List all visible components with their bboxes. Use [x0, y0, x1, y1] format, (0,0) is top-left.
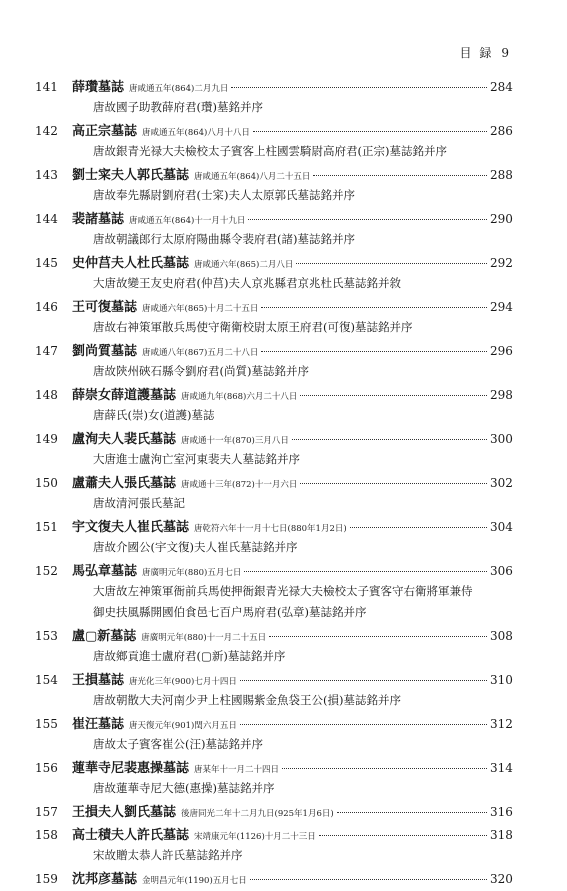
dot-leader	[300, 395, 487, 396]
entry-title: 裴諸墓誌	[72, 212, 125, 227]
toc-entry	[35, 560, 512, 622]
entry-page: 302	[490, 476, 513, 490]
toc-entry-heading	[35, 340, 512, 360]
toc-entry-heading	[35, 801, 512, 821]
toc-entry	[35, 824, 512, 865]
toc-entry-heading	[35, 625, 512, 645]
entry-title: 王損墓誌	[72, 673, 125, 688]
entry-page: 318	[490, 828, 513, 842]
entry-date: 唐廣明元年(880)十一月二十五日	[141, 633, 267, 643]
entry-full-title: 唐故清河張氏墓記	[93, 496, 185, 510]
dot-leader	[337, 812, 487, 813]
toc-entry	[35, 669, 512, 710]
entry-page: 286	[490, 124, 513, 138]
dot-leader	[292, 439, 487, 440]
toc-entry	[35, 801, 512, 821]
entry-date: 唐咸通八年(867)五月二十八日	[142, 348, 259, 358]
dot-leader	[269, 636, 487, 637]
entry-full-title: 唐故國子助教薛府君(瓚)墓銘并序	[93, 100, 263, 114]
entry-full-title: 御史扶風縣開國伯食邑七百户馬府君(弘章)墓誌銘并序	[93, 605, 367, 619]
entry-number: 158	[35, 828, 58, 842]
dot-leader	[296, 263, 487, 264]
entry-title: 高士積夫人許氏墓誌	[72, 828, 190, 843]
entry-full-title: 唐故介國公(宇文復)夫人崔氏墓誌銘并序	[93, 540, 298, 554]
dot-leader	[231, 87, 487, 88]
entry-number: 146	[35, 300, 58, 314]
entry-page: 312	[490, 717, 513, 731]
entry-full-title: 唐薛氏(崇)女(道護)墓誌	[93, 408, 215, 422]
entry-date: 唐某年十一月二十四日	[194, 765, 280, 775]
toc-entry-heading	[35, 296, 512, 316]
toc-entry-heading	[35, 384, 512, 404]
entry-number: 141	[35, 80, 58, 94]
entry-full-title: 唐故朝散大夫河南少尹上柱國賜紫金魚袋王公(損)墓誌銘并序	[93, 693, 401, 707]
entry-full-title: 唐故鄉貢進士盧府君(▢新)墓誌銘并序	[93, 649, 286, 663]
entry-page: 300	[490, 432, 513, 446]
entry-full-title: 唐故蓮華寺尼大德(惠操)墓誌銘并序	[93, 781, 275, 795]
entry-page: 306	[490, 564, 513, 578]
toc-entry-heading	[35, 428, 512, 448]
dot-leader	[300, 483, 487, 484]
dot-leader	[250, 879, 487, 880]
toc-entry	[35, 428, 512, 469]
dot-leader	[261, 351, 487, 352]
entry-number: 154	[35, 673, 58, 687]
running-head	[460, 44, 509, 61]
toc-entry-heading	[35, 516, 512, 536]
page-number: 9	[501, 46, 509, 60]
entry-page: 320	[490, 872, 513, 886]
dot-leader	[244, 571, 487, 572]
entry-page: 290	[490, 212, 513, 226]
entry-page: 298	[490, 388, 513, 402]
toc-entry	[35, 120, 512, 161]
dot-leader	[240, 724, 487, 725]
entry-title: 盧▢新墓誌	[72, 629, 137, 644]
entry-full-title: 唐故太子賓客崔公(汪)墓誌銘并序	[93, 737, 263, 751]
entry-number: 156	[35, 761, 58, 775]
toc-entry-heading	[35, 164, 512, 184]
entry-number: 153	[35, 629, 58, 643]
toc-entry	[35, 76, 512, 117]
entry-full-title: 唐故奉先縣尉劉府君(士寀)夫人太原郭氏墓誌銘并序	[93, 188, 355, 202]
entry-date: 唐光化三年(900)七月十四日	[129, 677, 237, 687]
entry-date: 唐咸通五年(864)八月十八日	[142, 128, 250, 138]
toc-entry-heading	[35, 208, 512, 228]
entry-full-title: 大唐故變王友史府君(仲莒)夫人京兆縣君京兆杜氏墓誌銘并敘	[93, 276, 401, 290]
entry-number: 143	[35, 168, 58, 182]
entry-page: 292	[490, 256, 513, 270]
entry-number: 159	[35, 872, 58, 886]
entry-page: 304	[490, 520, 513, 534]
entry-full-title: 大唐故左神策軍衙前兵馬使押衙銀青光禄大夫檢校太子賓客守右衛將軍兼侍	[93, 584, 473, 598]
entry-title: 王可復墓誌	[72, 300, 138, 315]
entry-page: 316	[490, 805, 513, 819]
dot-leader	[248, 219, 487, 220]
entry-number: 150	[35, 476, 58, 490]
table-of-contents	[35, 76, 512, 891]
entry-number: 148	[35, 388, 58, 402]
toc-entry	[35, 516, 512, 557]
entry-full-title: 宋故贈太恭人許氏墓誌銘并序	[93, 848, 243, 862]
entry-number: 149	[35, 432, 58, 446]
entry-title: 王損夫人劉氏墓誌	[72, 805, 177, 820]
entry-date: 唐天復元年(901)閏六月五日	[129, 721, 237, 731]
entry-page: 288	[490, 168, 513, 182]
entry-title: 薛崇女薛道護墓誌	[72, 388, 177, 403]
toc-entry	[35, 340, 512, 381]
toc-entry-heading	[35, 560, 512, 580]
entry-page: 310	[490, 673, 513, 687]
entry-date: 唐乾符六年十一月十七日(880年1月2日)	[194, 524, 347, 534]
entry-date: 唐咸通五年(864)十一月十九日	[129, 216, 246, 226]
entry-date: 唐咸通五年(864)八月二十五日	[194, 172, 311, 182]
entry-title: 高正宗墓誌	[72, 124, 138, 139]
entry-title: 劉士寀夫人郭氏墓誌	[72, 168, 190, 183]
entry-number: 145	[35, 256, 58, 270]
entry-title: 馬弘章墓誌	[72, 564, 138, 579]
entry-title: 盧蕭夫人張氏墓誌	[72, 476, 177, 491]
entry-page: 308	[490, 629, 513, 643]
entry-date: 唐咸通十一年(870)三月八日	[181, 436, 289, 446]
toc-entry	[35, 384, 512, 425]
toc-entry-heading	[35, 868, 512, 888]
dot-leader	[313, 175, 487, 176]
entry-full-title: 唐故右神策軍散兵馬使守衛衛校尉太原王府君(可復)墓誌銘并序	[93, 320, 413, 334]
toc-entry-heading	[35, 757, 512, 777]
toc-entry-heading	[35, 252, 512, 272]
entry-full-title: 大唐進士盧洵亡室河東裴夫人墓誌銘并序	[93, 452, 300, 466]
toc-entry	[35, 252, 512, 293]
toc-entry-heading	[35, 76, 512, 96]
entry-number: 142	[35, 124, 58, 138]
entry-number: 144	[35, 212, 58, 226]
dot-leader	[261, 307, 487, 308]
entry-number: 155	[35, 717, 58, 731]
entry-title: 劉尚質墓誌	[72, 344, 138, 359]
toc-entry	[35, 757, 512, 798]
dot-leader	[253, 131, 487, 132]
entry-date: 後唐同光二年十二月九日(925年1月6日)	[181, 809, 334, 819]
entry-title: 宇文復夫人崔氏墓誌	[72, 520, 190, 535]
entry-date: 唐咸通五年(864)二月九日	[129, 84, 229, 94]
entry-title: 盧洵夫人裴氏墓誌	[72, 432, 177, 447]
toc-entry	[35, 208, 512, 249]
entry-full-title: 唐故朝議郎行太原府陽曲縣令裴府君(諸)墓誌銘并序	[93, 232, 355, 246]
entry-title: 崔汪墓誌	[72, 717, 125, 732]
toc-entry	[35, 625, 512, 666]
toc-entry-heading	[35, 120, 512, 140]
dot-leader	[319, 835, 487, 836]
entry-date: 唐廣明元年(880)五月七日	[142, 568, 242, 578]
dot-leader	[282, 768, 487, 769]
entry-date: 宋靖康元年(1126)十月二十三日	[194, 832, 316, 842]
toc-entry-heading	[35, 669, 512, 689]
section-title: 目 録	[459, 46, 494, 60]
toc-entry	[35, 296, 512, 337]
entry-title: 史仲莒夫人杜氏墓誌	[72, 256, 190, 271]
toc-entry	[35, 472, 512, 513]
dot-leader	[240, 680, 487, 681]
entry-number: 147	[35, 344, 58, 358]
entry-date: 唐咸通六年(865)二月八日	[194, 260, 294, 270]
toc-entry	[35, 164, 512, 205]
toc-entry-heading	[35, 472, 512, 492]
entry-number: 152	[35, 564, 58, 578]
entry-date: 金明昌元年(1190)五月七日	[142, 876, 247, 886]
entry-date: 唐咸通六年(865)十月二十五日	[142, 304, 259, 314]
toc-entry	[35, 868, 512, 888]
entry-page: 296	[490, 344, 513, 358]
toc-entry-heading	[35, 713, 512, 733]
entry-title: 薛瓚墓誌	[72, 80, 125, 95]
entry-page: 314	[490, 761, 513, 775]
entry-number: 157	[35, 805, 58, 819]
entry-title: 蓮華寺尼裴惠操墓誌	[72, 761, 190, 776]
entry-number: 151	[35, 520, 58, 534]
entry-date: 唐咸通十三年(872)十一月六日	[181, 480, 298, 490]
toc-entry	[35, 713, 512, 754]
entry-date: 唐咸通九年(868)六月二十八日	[181, 392, 298, 402]
entry-title: 沈邦彦墓誌	[72, 872, 138, 887]
entry-page: 284	[490, 80, 513, 94]
entry-full-title: 唐故陝州硤石縣令劉府君(尚質)墓誌銘并序	[93, 364, 309, 378]
entry-full-title: 唐故銀青光禄大夫檢校太子賓客上柱國雲騎尉高府君(正宗)墓誌銘并序	[93, 144, 447, 158]
toc-entry-heading	[35, 824, 512, 844]
dot-leader	[350, 527, 487, 528]
entry-page: 294	[490, 300, 513, 314]
